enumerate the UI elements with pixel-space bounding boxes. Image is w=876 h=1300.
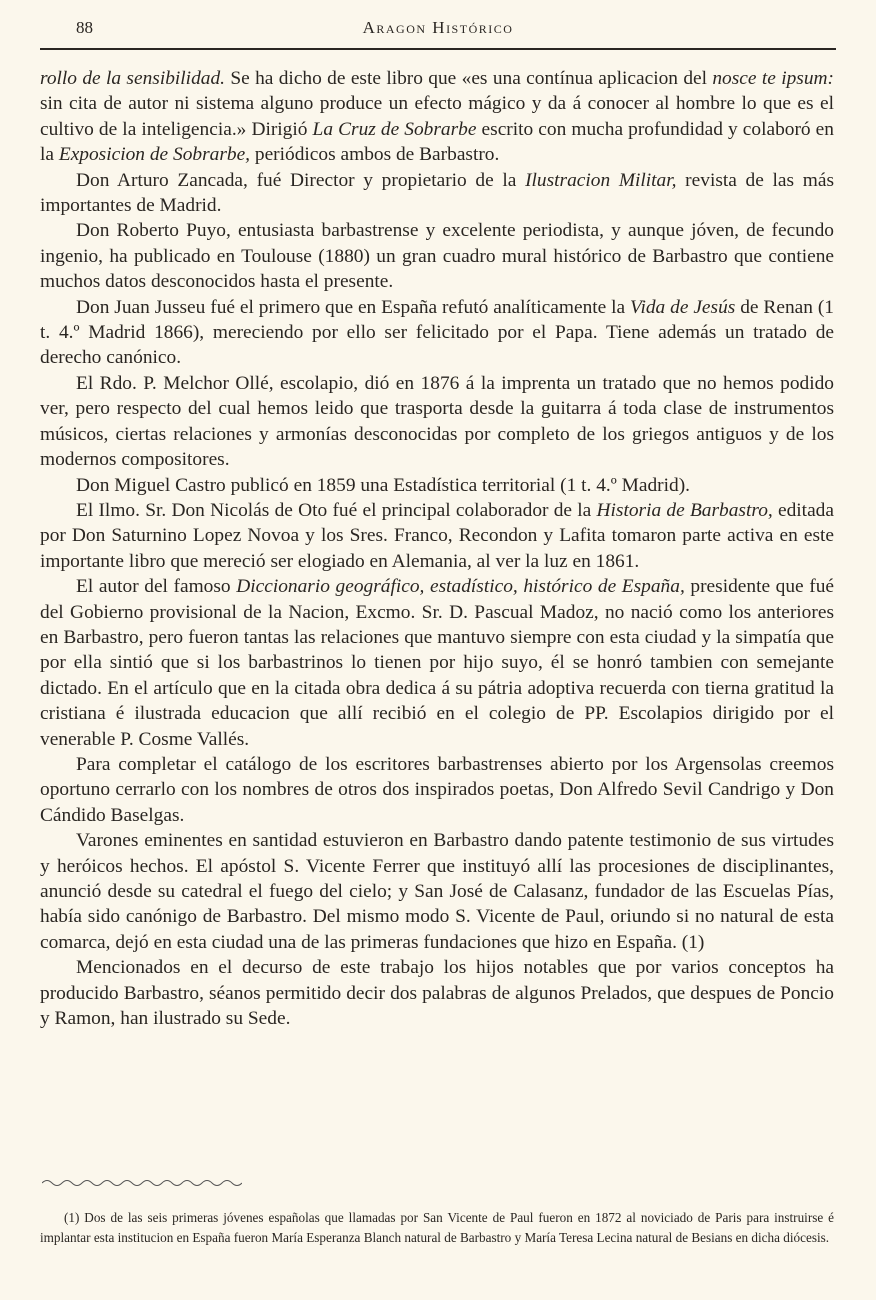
- text-run: sin cita de autor ni sistema alguno produce un efecto mágico y da á conocer al hombre lo que es el cultivo de la inteligencia.» Dirigió: [40, 93, 834, 140]
- footnote: [40, 1208, 834, 1248]
- italic-title: nosce te ipsum:: [712, 68, 834, 89]
- paragraph: [40, 955, 834, 1031]
- italic-title: La Cruz de Sobrarbe: [312, 118, 477, 140]
- text-run: presidente que fué del Gobierno provisional de la Nacion, Excmo. Sr. D. Pascual Madoz, no nació como los anteriores en Barbastro, pero fueron tantas las relaciones que mantuvo siempre con esta ciudad y la simpatía que por ella sintió que si los barbastrinos lo tienen por hijo suyo, él se honró tambien con semejante dictado. En el artículo que en la citada obra dedica á su pátria adoptiva recuerda con tierna gratitud la cristiana é ilustrada educacion que allí recibió en el colegio de PP. Escolapios dirigido por el venerable P. Cosme Vallés.: [40, 576, 835, 750]
- text-run: El Ilmo. Sr. Don Nicolás de Oto fué el principal colaborador de la: [76, 499, 597, 521]
- italic-title: Exposicion de Sobrarbe,: [58, 144, 251, 166]
- text-run: El autor del famoso: [76, 576, 237, 598]
- text-run: periódicos ambos de Barbastro.: [250, 144, 500, 166]
- page-header: [40, 14, 836, 50]
- text-run: revista de las más importantes de Madrid.: [40, 169, 834, 217]
- italic-title: Ilustracion Militar,: [525, 169, 677, 191]
- italic-title: Diccionario geográfico, estadístico, histórico de España,: [236, 576, 685, 598]
- text-run: Se ha dicho de este libro que «es una contínua aplicacion del: [225, 68, 713, 89]
- body-text: [40, 66, 834, 1031]
- text-run: Para completar el catálogo de los escritores barbastrenses abierto por los Argensolas creemos oportuno cerrarlo con los nombres de otros dos inspirados poetas, Don Alfredo Sevil Candrigo y Don Cándido Baselgas.: [40, 753, 834, 826]
- text-run: Varones eminentes en santidad estuvieron en Barbastro dando patente testimonio de sus virtudes y heróicos hechos. El apóstol S. Vicente Ferrer que instituyó allí las procesiones de disciplinantes, anunció desde su catedral el fuego del cielo; y San José de Calasanz, fundador de las Escuelas Pías, había sido canónigo de Barbastro. Del mismo modo S. Vicente de Paul, oriundo si no natural de esta comarca, dejó en esta ciudad una de las primeras fundaciones que hizo en España. (1): [40, 830, 834, 953]
- text-run: escrito con mucha profundidad y colaboró en la: [40, 118, 834, 166]
- footnote-text: (1) Dos de las seis primeras jóvenes españolas que llamadas por San Vicente de Paul fueron en 1872 al noviciado de Paris para instruirse é implantar esta institucion en España fueron María Esperanza Blanch natural de Barbastro y María Teresa Lecina natural de Besians en dicha diócesis.: [40, 1210, 834, 1245]
- text-run: editada por Don Saturnino Lopez Novoa y los Sres. Franco, Recondon y Lafita tomaron parte activa en este importante libro que mereció ser elogiado en Alemania, al ver la luz en 1861.: [40, 499, 834, 572]
- text-run: de Renan (1 t. 4.º Madrid 1866), mereciendo por ello ser felicitado por el Papa. Tiene además un tratado de derecho canónico.: [40, 296, 834, 369]
- paragraph: [40, 218, 834, 294]
- paragraph: [40, 66, 834, 168]
- italic-title: Vida de Jesús: [630, 296, 736, 318]
- paragraph: [40, 574, 834, 752]
- text-run: Don Arturo Zancada, fué Director y propietario de la: [76, 169, 526, 191]
- running-title: Aragon Histórico: [362, 18, 514, 37]
- text-run: Don Juan Jusseu fué el primero que en España refutó analíticamente la: [76, 296, 631, 318]
- decorative-rule: [42, 1178, 242, 1188]
- text-run: El Rdo. P. Melchor Ollé, escolapio, dió en 1876 á la imprenta un tratado que no hemos podido ver, pero respecto del cual hemos leido que trasporta desde la guitarra á toda clase de instrumentos músicos, ciertas relaciones y armonías desconocidas por completo de los griegos antiguos y de los modernos compositores.: [40, 372, 834, 471]
- italic-title: rollo de la sensibilidad.: [40, 68, 225, 89]
- text-run: Don Roberto Puyo, entusiasta barbastrense y excelente periodista, y aunque jóven, de fecundo ingenio, ha publicado en Toulouse (1880) un gran cuadro mural histórico de Barbastro que contiene muchos datos desconocidos hasta el presente.: [40, 220, 834, 293]
- paragraph: [40, 498, 834, 574]
- paragraph: [40, 168, 834, 219]
- text-run: Don Miguel Castro publicó en 1859 una Estadística territorial (1 t. 4.º Madrid).: [76, 474, 690, 496]
- paragraph: [40, 473, 834, 498]
- paragraph: [40, 752, 834, 828]
- page-number: 88: [76, 18, 93, 37]
- paragraph: [40, 828, 834, 955]
- italic-title: Historia de Barbastro,: [596, 499, 773, 521]
- paragraph: [40, 295, 834, 371]
- paragraph: [40, 371, 834, 473]
- text-run: Mencionados en el decurso de este trabajo los hijos notables que por varios conceptos ha producido Barbastro, séanos permitido decir dos palabras de algunos Prelados, que despues de Poncio y Ramon, han ilustrado su Sede.: [40, 957, 834, 1030]
